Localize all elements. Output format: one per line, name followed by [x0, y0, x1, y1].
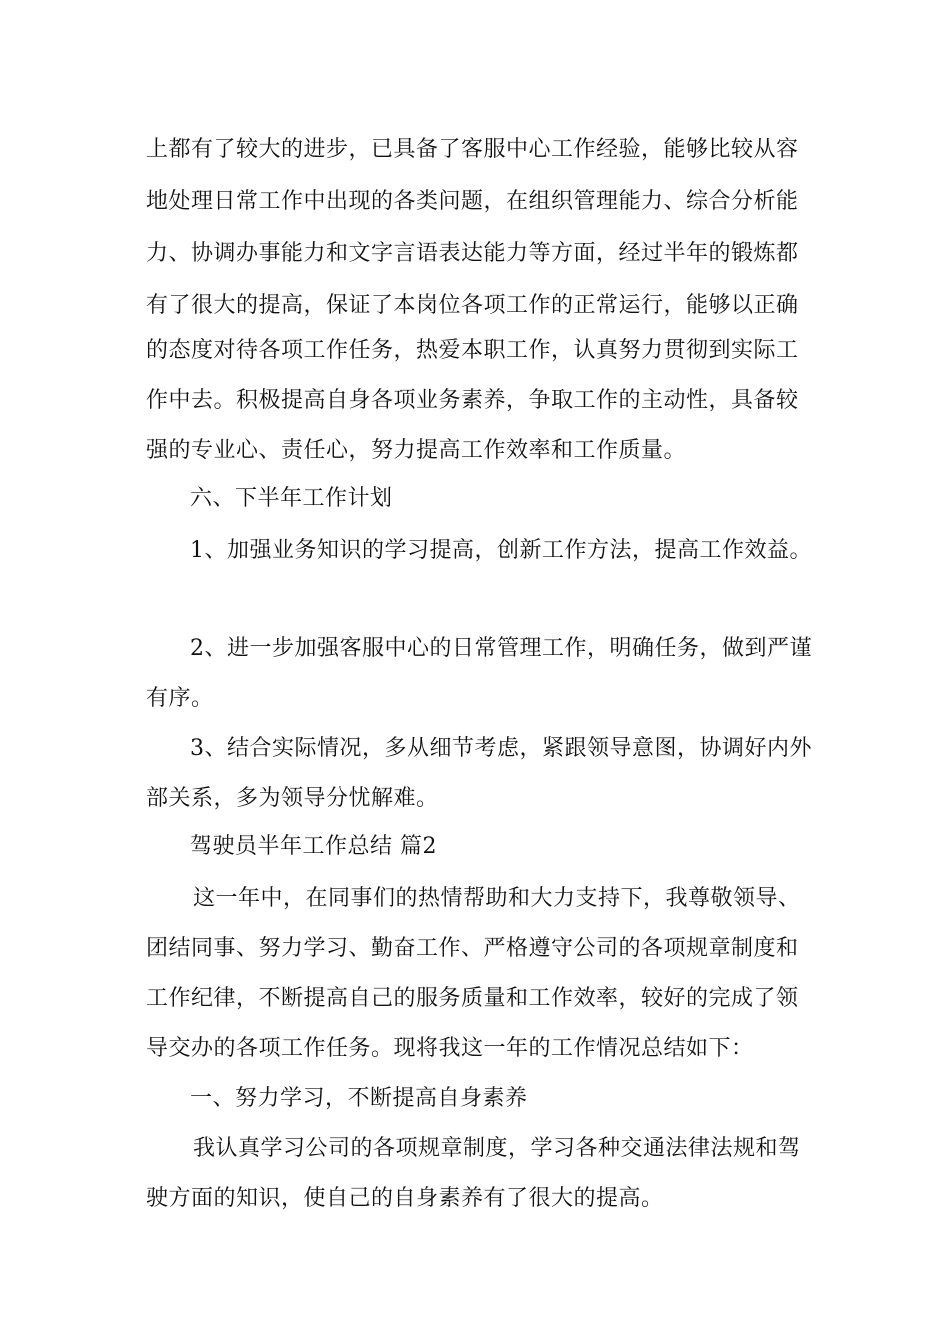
- body-text-line: 有了很大的提高，保证了本岗位各项工作的正常运行，能够以正确: [146, 293, 799, 318]
- body-text-line: 的态度对待各项工作任务，热爱本职工作，认真努力贯彻到实际工: [146, 338, 799, 363]
- list-item: 1、加强业务知识的学习提高，创新工作方法，提高工作效益。: [190, 538, 812, 563]
- body-text-line: 上都有了较大的进步，已具备了客服中心工作经验，能够比较从容: [146, 137, 799, 162]
- body-text-line: 团结同事、努力学习、勤奋工作、严格遵守公司的各项规章制度和: [146, 936, 799, 961]
- section-heading: 六、下半年工作计划: [190, 486, 393, 511]
- article-title: 驾驶员半年工作总结 篇2: [190, 834, 437, 859]
- section-heading: 一、努力学习，不断提高自身素养: [190, 1086, 528, 1111]
- body-text-line: 工作纪律，不断提高自己的服务质量和工作效率，较好的完成了领: [146, 986, 799, 1011]
- list-item: 3、结合实际情况，多从细节考虑，紧跟领导意图，协调好内外: [190, 736, 812, 761]
- body-text-line: 导交办的各项工作任务。现将我这一年的工作情况总结如下：: [146, 1036, 754, 1061]
- list-item-continuation: 部关系，多为领导分忧解难。: [146, 786, 439, 811]
- body-text-line: 力、协调办事能力和文字言语表达能力等方面，经过半年的锻炼都: [146, 241, 799, 266]
- body-text-line: 地处理日常工作中出现的各类问题，在组织管理能力、综合分析能: [146, 189, 799, 214]
- list-item-continuation: 有序。: [146, 686, 214, 711]
- body-text-line: 驶方面的知识，使自己的自身素养有了很大的提高。: [146, 1186, 664, 1211]
- body-text-line: 这一年中，在同事们的热情帮助和大力支持下，我尊敬领导、: [193, 886, 801, 911]
- list-item: 2、进一步加强客服中心的日常管理工作，明确任务，做到严谨: [190, 636, 812, 661]
- body-text-line: 作中去。积极提高自身各项业务素养，争取工作的主动性，具备较: [146, 388, 799, 413]
- body-text-line: 我认真学习公司的各项规章制度，学习各种交通法律法规和驾: [193, 1136, 801, 1161]
- body-text-line: 强的专业心、责任心，努力提高工作效率和工作质量。: [146, 438, 687, 463]
